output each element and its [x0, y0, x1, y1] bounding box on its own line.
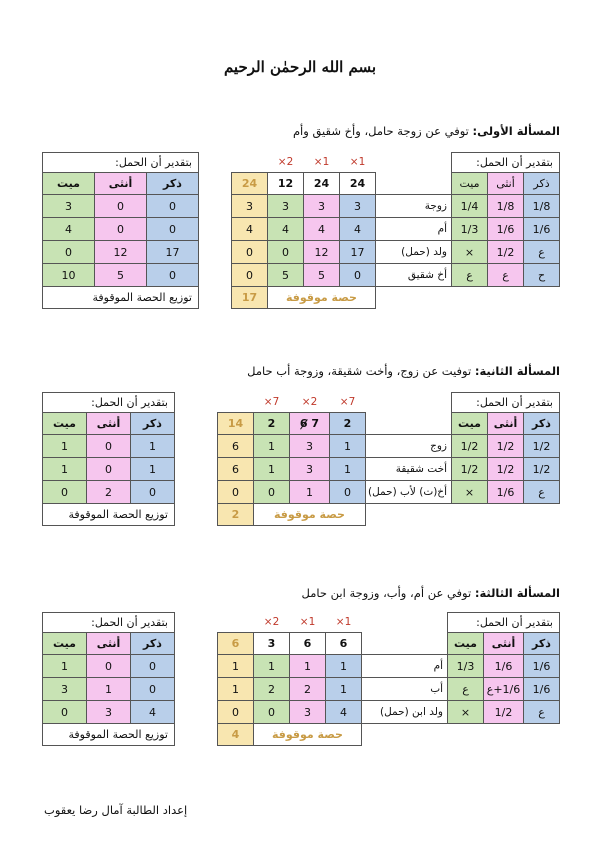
cell: 4 [43, 218, 95, 241]
share-dead: ع [448, 678, 484, 701]
cell: 3 [43, 195, 95, 218]
share-dead: ع [452, 264, 488, 287]
heir-name: ولد (حمل) [376, 241, 452, 264]
col-dead: ميت [452, 413, 488, 435]
cell: 6 [218, 458, 254, 481]
cell: 0 [87, 435, 131, 458]
cell: 0 [218, 481, 254, 504]
share-female: 1/2 [488, 435, 524, 458]
cell: 4 [232, 218, 268, 241]
cell: 0 [254, 481, 290, 504]
cell: 1 [43, 655, 87, 678]
multiplier-3: 2× [277, 156, 294, 169]
table-row [232, 264, 560, 287]
cell: 0 [87, 655, 131, 678]
cell: 3 [232, 195, 268, 218]
cell: 0 [147, 264, 199, 287]
assumption-header: بتقدير أن الحمل: [452, 393, 560, 413]
table-row [218, 678, 560, 701]
cell: 12 [95, 241, 147, 264]
table-row [43, 435, 175, 458]
col-male: ذكر [524, 413, 560, 435]
share-male: 1/2 [524, 458, 560, 481]
share-female: 1/2 [488, 241, 524, 264]
cell: 0 [218, 701, 254, 724]
multiplier-1: 1× [335, 616, 352, 629]
share-male: ع [524, 701, 560, 724]
multiplier-3: 7× [263, 396, 280, 409]
cell: 1 [330, 458, 366, 481]
cell: 4 [268, 218, 304, 241]
cell: 0 [232, 241, 268, 264]
base-total: 14 [218, 413, 254, 435]
base-1: 2 [330, 413, 366, 435]
cell: 3 [290, 458, 330, 481]
cell: 1 [290, 655, 326, 678]
table-row [43, 218, 199, 241]
share-dead: 1/2 [452, 435, 488, 458]
table-row [43, 195, 199, 218]
basmala: بسم الله الرحمٰن الرحيم [223, 58, 377, 76]
cell: 1 [254, 458, 290, 481]
table-row [43, 241, 199, 264]
table-row [232, 218, 560, 241]
table-row [43, 701, 175, 724]
problem-1-title-text: توفي عن زوجة حامل، وأخ شقيق وأم [292, 124, 473, 138]
cell: 0 [340, 264, 376, 287]
cell: 1 [330, 435, 366, 458]
assumption-header: بتقدير أن الحمل: [43, 613, 175, 633]
share-dead: × [452, 241, 488, 264]
table-row [218, 481, 560, 504]
assumption-header: بتقدير أن الحمل: [452, 153, 560, 173]
problem-2-title [247, 364, 560, 378]
cell: 4 [304, 218, 340, 241]
share-male: ع [524, 241, 560, 264]
cell: 0 [147, 218, 199, 241]
col-female: أنثى [488, 413, 524, 435]
problem-3-title-text: توفي عن أم، وأب، وزوجة ابن حامل [301, 586, 475, 600]
multiplier-2: 1× [313, 156, 330, 169]
base-3: 2 [254, 413, 290, 435]
problem-3-title [302, 586, 560, 600]
cell: 0 [254, 701, 290, 724]
problem-1-main-table [231, 152, 560, 309]
cell: 1 [87, 678, 131, 701]
table-row [43, 481, 175, 504]
table-row [232, 241, 560, 264]
base-2: 6 [290, 633, 326, 655]
problem-1-title-label: المسألة الأولى: [472, 124, 560, 138]
cell: 3 [43, 678, 87, 701]
cell: 1 [43, 458, 87, 481]
table-row [218, 655, 560, 678]
multiplier-3: 2× [263, 616, 280, 629]
share-female: ع [488, 264, 524, 287]
cell: 0 [268, 241, 304, 264]
cell: 5 [304, 264, 340, 287]
cell: 2 [254, 678, 290, 701]
heir-name: أخ(ت) لأب (حمل) [366, 481, 452, 504]
base-2-value: 7 [311, 417, 320, 430]
share-male: 1/6 [524, 218, 560, 241]
problem-3-title-label: المسألة الثالثة: [474, 586, 560, 600]
cell: 0 [95, 218, 147, 241]
base-2-struck-value: 6 [299, 417, 308, 430]
base-2: 24 [304, 173, 340, 195]
cell: 1 [326, 678, 362, 701]
col-dead: ميت [452, 173, 488, 195]
problem-1-distribution-table [42, 152, 199, 309]
share-male: ح [524, 264, 560, 287]
reserved-share-label: حصة موقوفة [254, 504, 366, 526]
col-dead: ميت [43, 413, 87, 435]
table-row [43, 678, 175, 701]
share-male: 1/6 [524, 678, 560, 701]
assumption-header: بتقدير أن الحمل: [43, 153, 199, 173]
cell: 1 [254, 435, 290, 458]
reserved-share-value: 4 [218, 724, 254, 746]
multiplier-2: 2× [301, 396, 318, 409]
base-1: 6 [326, 633, 362, 655]
reserved-share-label: حصة موقوفة [254, 724, 362, 746]
col-male: ذكر [524, 173, 560, 195]
cell: 3 [304, 195, 340, 218]
cell: 10 [43, 264, 95, 287]
col-male: ذكر [147, 173, 199, 195]
cell: 1 [43, 435, 87, 458]
assumption-header: بتقدير أن الحمل: [448, 613, 560, 633]
problem-3-distribution-table [42, 612, 175, 746]
share-male: 1/8 [524, 195, 560, 218]
share-dead: 1/4 [452, 195, 488, 218]
distribution-label: توزيع الحصة الموقوفة [43, 724, 175, 746]
cell: 4 [131, 701, 175, 724]
cell: 12 [304, 241, 340, 264]
col-female: أنثى [488, 173, 524, 195]
heir-name: أم [362, 655, 448, 678]
cell: 0 [330, 481, 366, 504]
cell: 1 [131, 435, 175, 458]
problem-2-title-label: المسألة الثانية: [474, 364, 560, 378]
col-female: أنثى [87, 413, 131, 435]
cell: 0 [43, 241, 95, 264]
cell: 1 [290, 481, 330, 504]
table-row [218, 458, 560, 481]
share-dead: 1/2 [452, 458, 488, 481]
share-female: 1/2 [484, 701, 524, 724]
cell: 1 [218, 678, 254, 701]
cell: 5 [268, 264, 304, 287]
share-female: 1/6 [488, 481, 524, 504]
cell: 4 [326, 701, 362, 724]
cell: 3 [268, 195, 304, 218]
col-male: ذكر [131, 413, 175, 435]
assumption-header: بتقدير أن الحمل: [43, 393, 175, 413]
heir-name: ولد ابن (حمل) [362, 701, 448, 724]
share-female: 1/8 [488, 195, 524, 218]
table-row [43, 458, 175, 481]
cell: 0 [131, 678, 175, 701]
cell: 17 [340, 241, 376, 264]
cell: 0 [232, 264, 268, 287]
share-male: 1/6 [524, 655, 560, 678]
share-dead: 1/3 [448, 655, 484, 678]
col-dead: ميت [43, 173, 95, 195]
share-dead: 1/3 [452, 218, 488, 241]
table-row [43, 264, 199, 287]
table-row [218, 435, 560, 458]
multiplier-1: 1× [349, 156, 366, 169]
cell: 5 [95, 264, 147, 287]
cell: 3 [290, 435, 330, 458]
heir-name: أخ شقيق [376, 264, 452, 287]
multiplier-1: 7× [339, 396, 356, 409]
distribution-label: توزيع الحصة الموقوفة [43, 287, 199, 309]
base-2 [290, 413, 330, 435]
base-total: 24 [232, 173, 268, 195]
cell: 0 [131, 655, 175, 678]
share-female: 1/6 [488, 218, 524, 241]
cell: 0 [87, 458, 131, 481]
share-male: 1/2 [524, 435, 560, 458]
base-3: 12 [268, 173, 304, 195]
problem-3-main-table [217, 612, 560, 746]
cell: 0 [95, 195, 147, 218]
cell: 2 [87, 481, 131, 504]
problem-2-title-text: توفيت عن زوج، وأخت شقيقة، وزوجة أب حامل [247, 364, 475, 378]
cell: 0 [43, 481, 87, 504]
share-female: 1/6+ع [484, 678, 524, 701]
cell: 0 [43, 701, 87, 724]
reserved-share-value: 17 [232, 287, 268, 309]
col-female: أنثى [87, 633, 131, 655]
col-male: ذكر [524, 633, 560, 655]
heir-name: أخت شقيقة [366, 458, 452, 481]
reserved-share-value: 2 [218, 504, 254, 526]
reserved-share-label: حصة موقوفة [268, 287, 376, 309]
col-male: ذكر [131, 633, 175, 655]
cell: 1 [131, 458, 175, 481]
cell: 6 [218, 435, 254, 458]
col-dead: ميت [43, 633, 87, 655]
col-female: أنثى [95, 173, 147, 195]
table-row [218, 701, 560, 724]
cell: 3 [290, 701, 326, 724]
problem-2-distribution-table [42, 392, 175, 526]
col-female: أنثى [484, 633, 524, 655]
cell: 0 [131, 481, 175, 504]
cell: 3 [340, 195, 376, 218]
cell: 2 [290, 678, 326, 701]
problem-2-main-table [217, 392, 560, 526]
heir-name: زوجة [376, 195, 452, 218]
cell: 4 [340, 218, 376, 241]
heir-name: أب [362, 678, 448, 701]
cell: 17 [147, 241, 199, 264]
cell: 1 [254, 655, 290, 678]
author-credit: إعداد الطالبة آمال رضا يعقوب [44, 803, 188, 817]
table-row [43, 655, 175, 678]
share-dead: × [448, 701, 484, 724]
share-male: ع [524, 481, 560, 504]
distribution-label: توزيع الحصة الموقوفة [43, 504, 175, 526]
cell: 1 [218, 655, 254, 678]
table-row [232, 195, 560, 218]
base-1: 24 [340, 173, 376, 195]
cell: 3 [87, 701, 131, 724]
heir-name: زوج [366, 435, 452, 458]
col-dead: ميت [448, 633, 484, 655]
share-female: 1/2 [488, 458, 524, 481]
share-female: 1/6 [484, 655, 524, 678]
share-dead: × [452, 481, 488, 504]
cell: 1 [326, 655, 362, 678]
base-total: 6 [218, 633, 254, 655]
multiplier-2: 1× [299, 616, 316, 629]
heir-name: أم [376, 218, 452, 241]
base-3: 3 [254, 633, 290, 655]
problem-1-title [293, 124, 560, 138]
cell: 0 [147, 195, 199, 218]
